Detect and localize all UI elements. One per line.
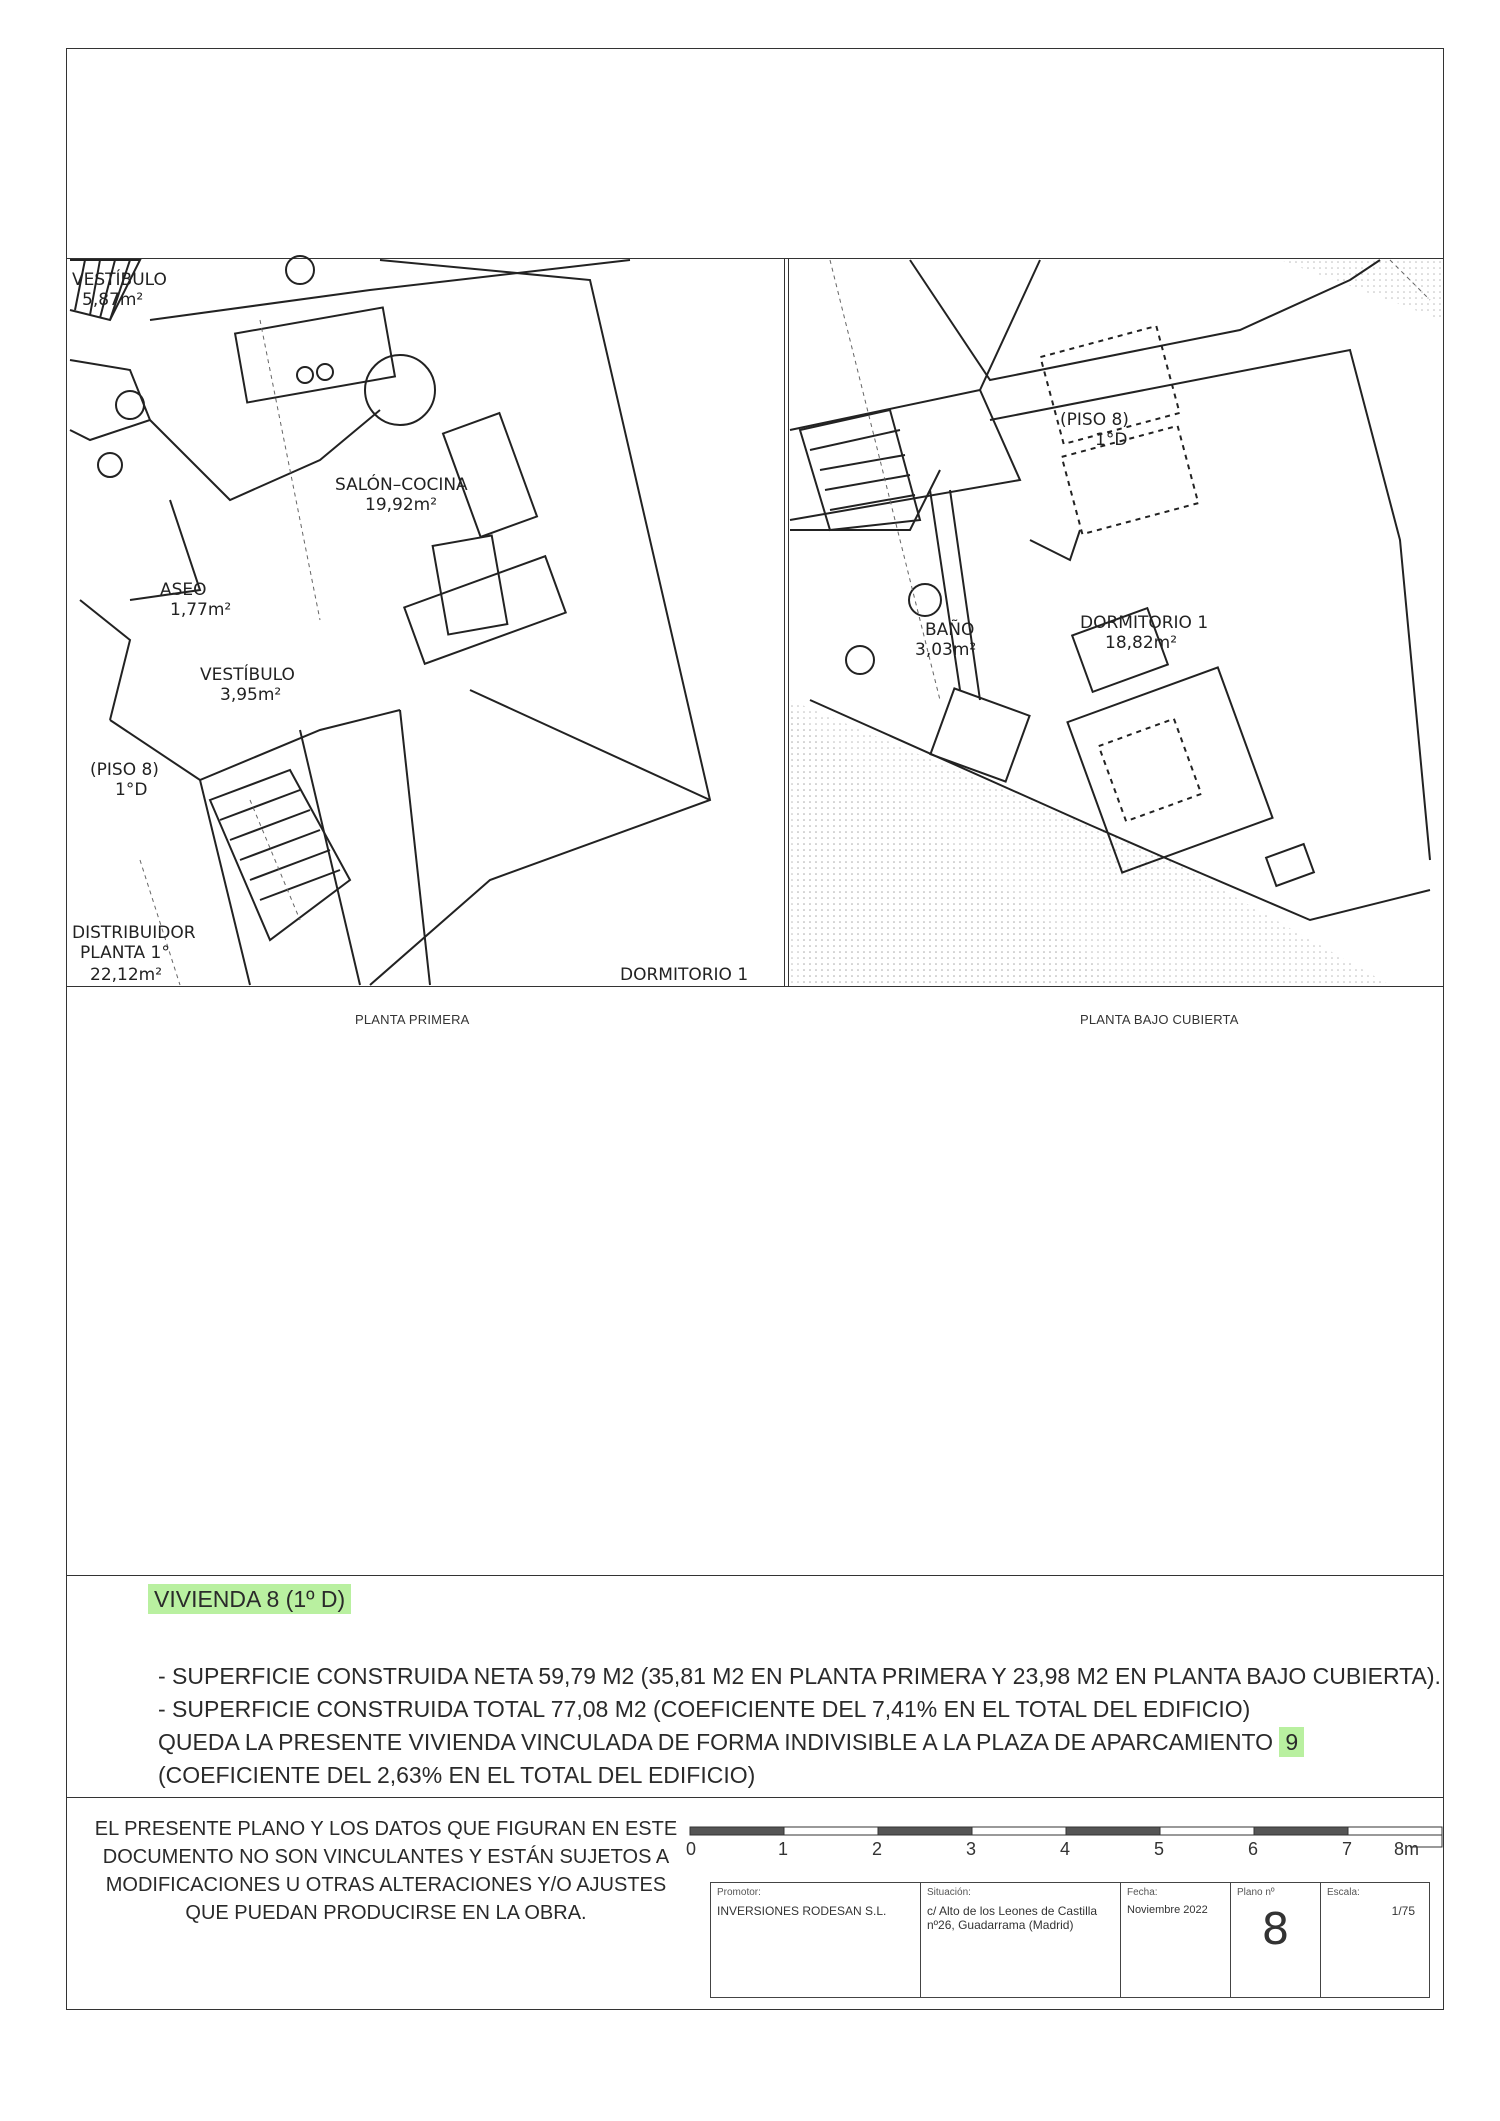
- room-area: 1°D: [115, 780, 148, 800]
- divider-plans-middle: [784, 258, 785, 986]
- room-area: 18,82m²: [1105, 633, 1178, 653]
- tb-escala-value: 1/75: [1391, 1904, 1415, 1918]
- room-area: 3,03m²: [915, 640, 977, 660]
- note-line-2: - SUPERFICIE CONSTRUIDA TOTAL 77,08 M2 (COEFICIENTE DEL 7,41% EN EL TOTAL DEL EDIFICIO): [158, 1696, 1251, 1722]
- scale-tick: 5: [1154, 1839, 1165, 1859]
- scale-tick: 8m: [1394, 1839, 1420, 1859]
- disclaimer: EL PRESENTE PLANO Y LOS DATOS QUE FIGURAN EN ESTE DOCUMENTO NO SON VINCULANTES Y ESTÁN SUJETOS A MODIFICACIONES U OTRAS ALTERACIONES Y/O AJUSTES QUE PUEDAN PRODUCIRSE EN LA OBRA.: [94, 1818, 678, 1924]
- divider-plans-middle-2: [788, 258, 789, 986]
- note-line-3-text: QUEDA LA PRESENTE VIVIENDA VINCULADA DE FORMA INDIVISIBLE A LA PLAZA DE APARCAMIENTO: [158, 1729, 1274, 1755]
- tb-situacion-value: c/ Alto de los Leones de Castilla nº26, Guadarrama (Madrid): [927, 1904, 1098, 1932]
- note-line-3: [158, 1726, 1441, 1759]
- tb-escala: [1321, 1883, 1429, 1997]
- tb-promotor-value: INVERSIONES RODESAN S.L.: [717, 1904, 887, 1918]
- room-label: DORMITORIO 1: [620, 965, 749, 985]
- caption-planta-primera: PLANTA PRIMERA: [355, 1012, 470, 1027]
- divider-top: [66, 258, 1444, 259]
- tb-promotor-label: Promotor:: [717, 1887, 761, 1898]
- room-label: VESTÍBULO: [72, 270, 167, 290]
- room-label: DORMITORIO 1: [1080, 613, 1209, 633]
- scale-tick: 2: [872, 1839, 883, 1859]
- room-label: SALÓN–COCINA: [335, 475, 468, 495]
- scale-tick: 6: [1248, 1839, 1259, 1859]
- room-area: 1,77m²: [170, 600, 232, 620]
- room-label: ASEO: [160, 580, 207, 600]
- tb-plano-label: Plano nº: [1237, 1887, 1275, 1898]
- title-block: [710, 1882, 1430, 1998]
- caption-planta-bajo-cubierta: PLANTA BAJO CUBIERTA: [1080, 1012, 1239, 1027]
- plan-planta-bajo-cubierta: [790, 260, 1442, 985]
- room-label: (PISO 8): [90, 760, 159, 780]
- tb-situacion: [921, 1883, 1121, 1997]
- plan-planta-primera: [70, 260, 782, 985]
- tb-plano-value: 8: [1261, 1904, 1290, 1955]
- tb-promotor: [711, 1883, 921, 1997]
- tb-escala-label: Escala:: [1327, 1887, 1360, 1898]
- scale-tick: 1: [778, 1839, 789, 1859]
- tb-plano: [1231, 1883, 1321, 1997]
- room-area: 1°D: [1095, 430, 1128, 450]
- dwelling-notes: [158, 1660, 1441, 1792]
- tb-fecha-label: Fecha:: [1127, 1887, 1158, 1898]
- room-label: BAÑO: [925, 620, 975, 640]
- tb-fecha: [1121, 1883, 1231, 1997]
- dwelling-title-text: VIVIENDA 8 (1º D): [148, 1584, 351, 1614]
- dwelling-title: [148, 1586, 351, 1613]
- room-area: 19,92m²: [365, 495, 438, 515]
- scale-tick: 4: [1060, 1839, 1071, 1859]
- room-label: VESTÍBULO: [200, 665, 295, 685]
- scale-tick: 0: [686, 1839, 697, 1859]
- scale-tick: 7: [1342, 1839, 1353, 1859]
- scale-bar: [686, 1825, 1450, 1890]
- tb-situacion-label: Situación:: [927, 1887, 971, 1898]
- room-area: PLANTA 1°: [80, 943, 170, 963]
- divider-plans-bottom: [66, 986, 1444, 987]
- room-area: 22,12m²: [90, 965, 163, 985]
- note-line-4: (COEFICIENTE DEL 2,63% EN EL TOTAL DEL EDIFICIO): [158, 1762, 756, 1788]
- room-label: DISTRIBUIDOR: [72, 923, 196, 943]
- room-area: 3,95m²: [220, 685, 282, 705]
- divider-notes-top: [66, 1575, 1444, 1576]
- parking-number: 9: [1279, 1727, 1304, 1757]
- room-area: 5,87m²: [82, 290, 144, 310]
- tb-fecha-value: Noviembre 2022: [1127, 1904, 1208, 1916]
- scale-tick: 3: [966, 1839, 977, 1859]
- divider-footer-top: [66, 1797, 1444, 1798]
- room-label: (PISO 8): [1060, 410, 1129, 430]
- note-line-1: - SUPERFICIE CONSTRUIDA NETA 59,79 M2 (35,81 M2 EN PLANTA PRIMERA Y 23,98 M2 EN PLANTA BAJO CUBIERTA).: [158, 1663, 1441, 1689]
